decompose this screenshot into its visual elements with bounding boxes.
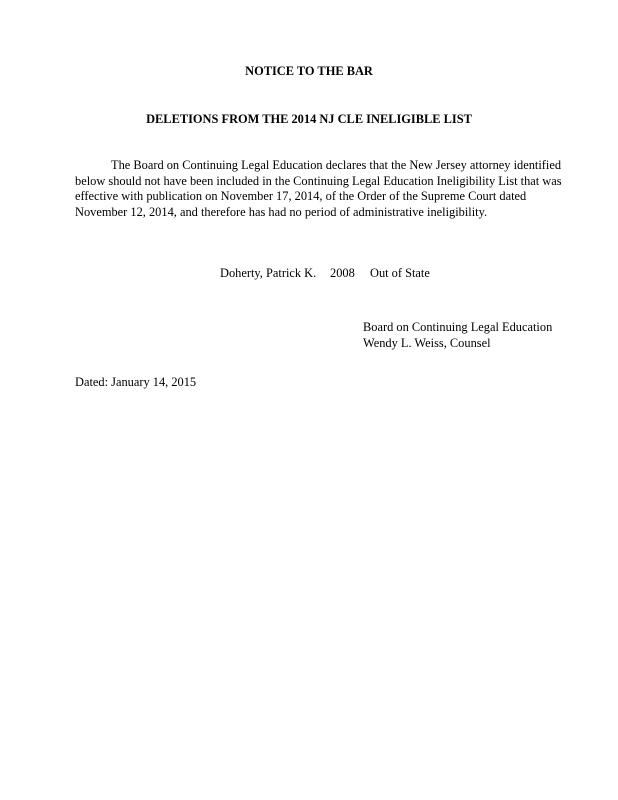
notice-subtitle: DELETIONS FROM THE 2014 NJ CLE INELIGIBLE LIST <box>146 112 472 126</box>
attorney-entry <box>220 266 430 281</box>
dated-line: Dated: January 14, 2015 <box>75 375 197 389</box>
body-line: below should not have been included in the Continuing Legal Education Ineligibility List that was <box>75 173 562 188</box>
body-line: The Board on Continuing Legal Education declares that the New Jersey attorney identified <box>111 158 562 172</box>
attorney-location: Out of State <box>370 266 430 280</box>
attorney-name: Doherty, Patrick K. <box>220 266 317 280</box>
notice-title: NOTICE TO THE BAR <box>245 64 373 78</box>
body-line: effective with publication on November 17, 2014, of the Order of the Supreme Court dated <box>75 189 527 204</box>
admission-year: 2008 <box>330 266 355 280</box>
notice-body <box>75 158 562 220</box>
signature-block <box>363 320 552 351</box>
signature-organization: Board on Continuing Legal Education <box>363 320 553 334</box>
body-line: November 12, 2014, and therefore has had no period of administrative ineligibility. <box>75 204 488 219</box>
signature-signer: Wendy L. Weiss, Counsel <box>363 335 491 350</box>
